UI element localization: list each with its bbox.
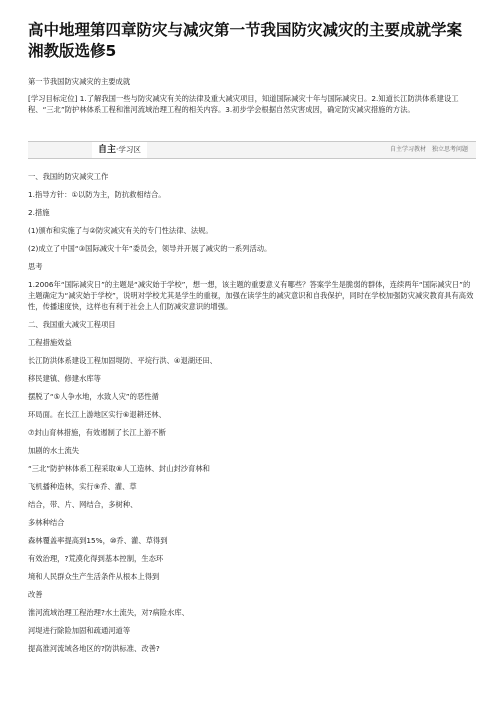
- text-line: “三北”防护林体系工程采取⑧人工造林、封山封沙育林和: [28, 464, 210, 473]
- text-line: 淮河流域治理工程治理?水土流失，对?病险水库、: [28, 608, 189, 617]
- text-line: 结合，带、片、网结合，多树种、: [28, 500, 138, 509]
- text-line: ⑦封山育林措施，有效遏制了长江上游不断: [28, 428, 166, 437]
- learning-goals: [学习目标定位] 1.了解我国一些与防灾减灾有关的法律及重大减灾项目，知道国际减灾十年与国际减灾日。2.知道长江防洪体系建设工程、“三北”防护林体系工程和淮河流域治理工程的相关内容。3.初步学会根据自然灾害成因，确定防灾减灾措施的方法。: [28, 94, 459, 114]
- text-line: 环局面。在长江上游地区实行⑥退耕还林、: [28, 410, 166, 419]
- heading-2: 二、我国重大减灾工程项目: [28, 320, 116, 329]
- text-line: 多林种结合: [28, 518, 65, 527]
- text-line: 境和人民群众生产生活条件从根本上得到: [28, 572, 160, 581]
- text-line: 移民建镇、修建水库等: [28, 374, 101, 383]
- text-line: (2)成立了中国“③国际减灾十年”委员会，领导并开展了减灾的一系列活动。: [28, 244, 272, 253]
- text-line: 提高淮河流域各地区的?防洪标准、改善?: [28, 644, 160, 653]
- text-line: 加剧的水土流失: [28, 446, 80, 455]
- text-line: 摆脱了“⑤人争水地，水致人灾”的恶性循: [28, 392, 159, 401]
- self-study-banner: [28, 141, 476, 159]
- text-line: 飞机播种造林，实行⑨乔、灌、草: [28, 482, 137, 491]
- body-text: [28, 171, 476, 654]
- banner-label: [92, 142, 147, 158]
- banner-right: 自主学习教材 独立思考问题: [389, 146, 468, 153]
- text-line: 改善: [28, 590, 43, 599]
- text-line: 森林覆盖率提高到15%，⑩乔、灌、草得到: [28, 536, 168, 545]
- think-paragraph: 1.2006年“国际减灾日”的主题是“减灾始于学校”，想一想，该主题的重要意义有哪些？答案学生是脆弱的群体，连续两年“国际减灾日”的主题确定为“减灾始于学校”，说明对学校尤其是学生的重视，加强在读学生的减灾意识和自我保护，同时在学校加强防灾减灾教育具有高效性，传播速度快，这样也有利于社会上人们防减灾意识的增强。: [28, 280, 474, 311]
- banner-main: 自主: [98, 145, 117, 155]
- think-heading: 思考: [28, 262, 43, 271]
- banner-sub: ·学习区: [116, 145, 141, 154]
- heading-1: 一、我国的防灾减灾工作: [28, 172, 109, 181]
- section-subtitle: 第一节我国防灾减灾的主要成就: [28, 77, 131, 86]
- table-header: 工程措施效益: [28, 338, 72, 347]
- text-line: (1)颁布和实施了与②防灾减灾有关的专门性法律、法规。: [28, 226, 213, 235]
- text-line: 河堤进行除险加固和疏通河道等: [28, 626, 131, 635]
- text-line: 有效治理，?荒漠化得到基本控制，生态环: [28, 554, 164, 563]
- text-line: 1.指导方针：①以防为主，防抗救相结合。: [28, 190, 166, 199]
- document-title: 高中地理第四章防灾与减灾第一节我国防灾减灾的主要成就学案湘教版选修5: [28, 21, 463, 60]
- text-line: 长江防洪体系建设工程加固堤防、平垸行洪、④退湖还田、: [28, 356, 217, 365]
- text-line: 2.措施: [28, 208, 50, 217]
